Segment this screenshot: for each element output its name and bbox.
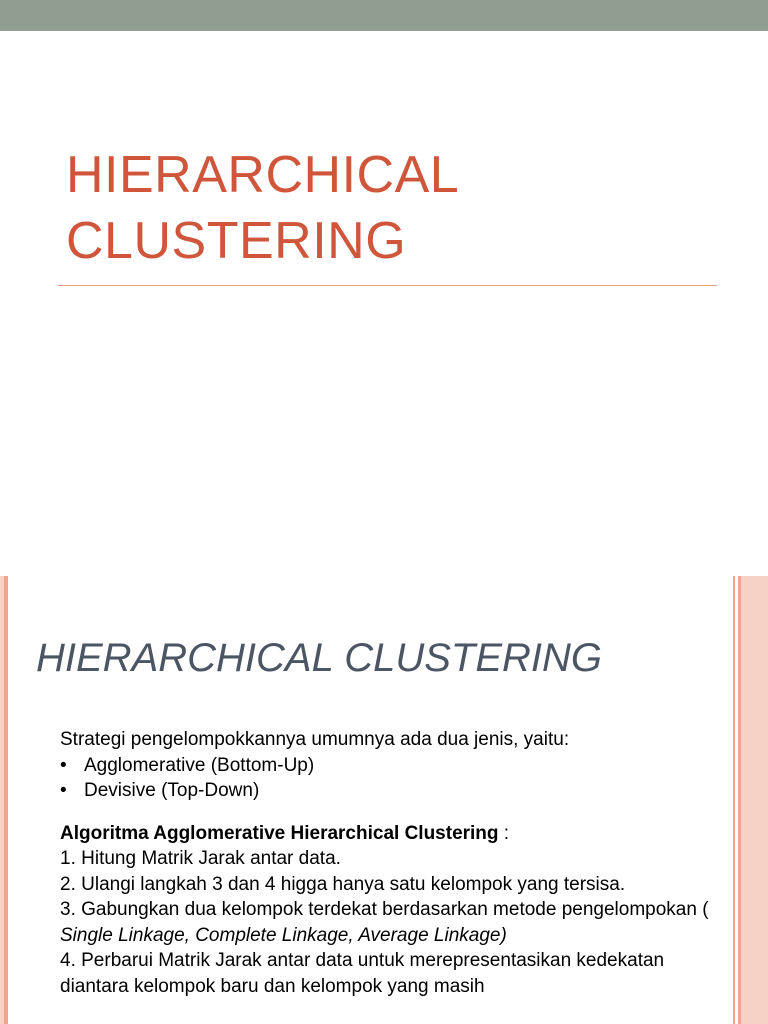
algorithm-heading-bold: Algoritma Agglomerative Hierarchical Clustering bbox=[60, 822, 499, 844]
strategy-item-agglomerative: • Agglomerative (Bottom-Up) bbox=[60, 753, 725, 779]
strategy-list bbox=[60, 753, 725, 804]
spacer bbox=[60, 804, 725, 821]
content-slide bbox=[0, 576, 768, 1024]
content-body bbox=[60, 727, 725, 999]
title-divider bbox=[58, 285, 717, 286]
algorithm-step-4: 4. Perbarui Matrik Jarak antar data untuk merepresentasikan kedekatan diantara kelompok baru dan kelompok yang masih bbox=[60, 950, 665, 997]
top-accent-bar bbox=[0, 0, 768, 31]
algorithm-step-3-text: 3. Gabungkan dua kelompok terdekat berdasarkan metode pengelompokan ( bbox=[60, 899, 709, 920]
algorithm-step-3 bbox=[60, 897, 725, 948]
strategy-item-devisive: • Devisive (Top-Down) bbox=[60, 778, 725, 804]
right-accent-line-1 bbox=[733, 576, 735, 1024]
algorithm-step-3-methods: Single Linkage, Complete Linkage, Average Linkage) bbox=[60, 924, 507, 946]
algorithm-heading bbox=[60, 821, 725, 847]
slide-title-line-1: HIERARCHICAL bbox=[66, 146, 460, 204]
slide-title-line-2: CLUSTERING bbox=[66, 212, 407, 270]
intro-text: Strategi pengelompokkannya umumnya ada dua jenis, yaitu: bbox=[60, 729, 570, 750]
algorithm-steps bbox=[60, 846, 725, 999]
left-accent-bar bbox=[4, 576, 8, 1024]
slide-title bbox=[66, 142, 459, 274]
algorithm-step-1: 1. Hitung Matrik Jarak antar data. bbox=[60, 848, 341, 869]
algorithm-heading-colon: : bbox=[498, 822, 510, 844]
slide-gap bbox=[0, 556, 768, 576]
right-accent-bar-light bbox=[741, 576, 768, 1024]
algorithm-step-2: 2. Ulangi langkah 3 dan 4 higga hanya satu kelompok yang tersisa. bbox=[60, 873, 626, 895]
content-title: HIERARCHICAL CLUSTERING bbox=[36, 636, 603, 680]
